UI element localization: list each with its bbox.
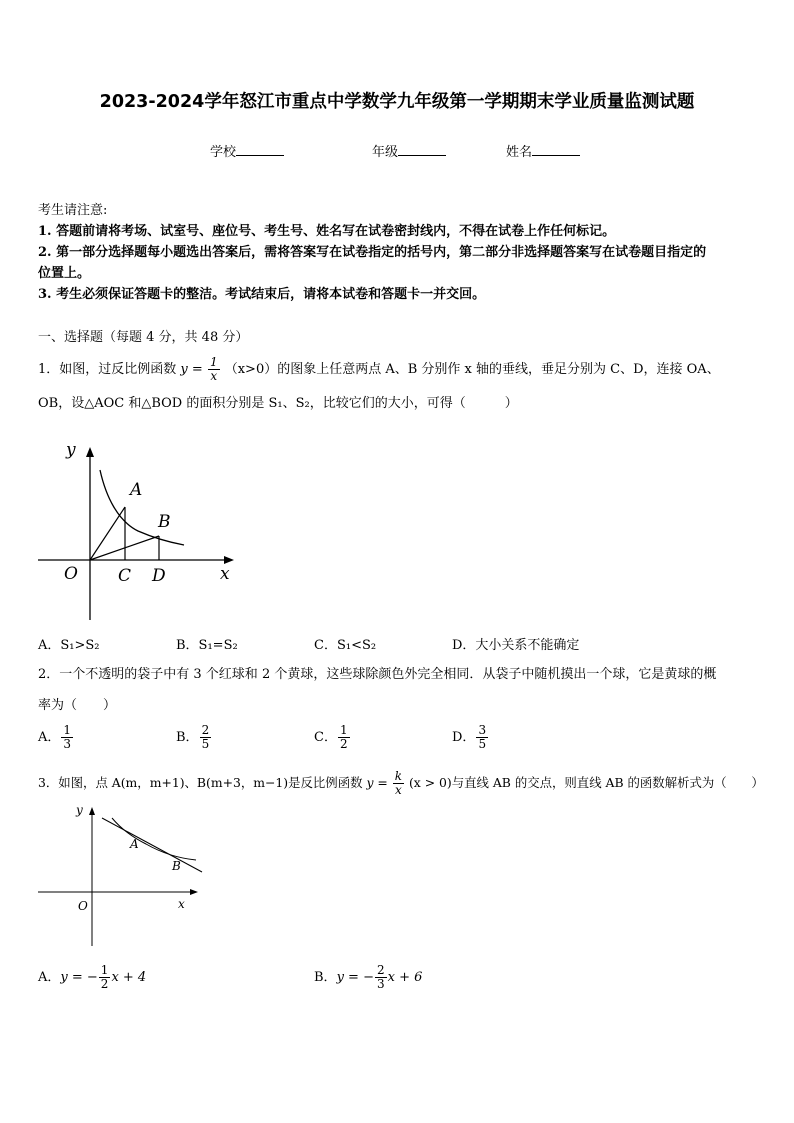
q3-label-x: x (178, 897, 185, 911)
q2-option-c[interactable] (314, 724, 351, 751)
grade-field[interactable] (372, 141, 446, 160)
q3-option-a[interactable] (38, 964, 146, 991)
school-blank[interactable] (236, 143, 284, 156)
q3-option-b-den: 3 (376, 977, 385, 991)
q1-label-b: B (158, 512, 171, 532)
q2-option-c-num: 1 (339, 723, 348, 737)
q1-label-d: D (152, 566, 166, 586)
q1-label-a: A (130, 480, 143, 500)
q1-x-arrow (224, 556, 234, 564)
q2-option-d-fraction (476, 724, 488, 751)
q1-option-d[interactable]: D．大小关系不能确定 (452, 638, 580, 653)
q3-frac-den: x (394, 783, 402, 797)
q3-fraction (393, 770, 404, 797)
q3-text-a: 3．如图，点 A(m，m+1)、B(m+3，m−1)是反比例函数 (38, 775, 363, 790)
q3-option-b-fraction (375, 964, 387, 991)
q3-option-b-pre: y = − (336, 970, 374, 985)
q3-option-b[interactable] (314, 964, 422, 991)
q3-y-arrow (89, 807, 95, 815)
q3-figure (34, 800, 214, 950)
q1-line1 (38, 356, 720, 383)
q1-option-c[interactable]: C．S₁<S₂ (314, 638, 377, 653)
q2-option-b[interactable] (176, 724, 212, 751)
q3-option-b-post: x + 6 (387, 970, 423, 985)
page-title: 2023-2024学年怒江市重点中学数学九年级第一学期期末学业质量监测试题 (99, 92, 695, 112)
q3-line1 (38, 770, 764, 797)
q2-option-a-fraction (61, 724, 73, 751)
q2-line1: 2．一个不透明的袋子中有 3 个红球和 2 个黄球，这些球除颜色外完全相同．从袋子中随机摸出一个球，它是黄球的概 (38, 667, 717, 682)
q2-option-a-den: 3 (63, 737, 72, 751)
q3-x-arrow (190, 889, 198, 895)
q3-func-lhs: y = (366, 775, 388, 790)
q1-segment-oa (90, 507, 125, 560)
q2-option-d-num: 3 (478, 723, 487, 737)
notice-item-2-cont: 位置上。 (38, 266, 91, 281)
q2-option-c-den: 2 (339, 737, 348, 751)
q1-frac-den: x (210, 369, 218, 383)
q3-label-a: A (130, 837, 139, 851)
notice-item-1: 1. 答题前请将考场、试室号、座位号、考生号、姓名写在试卷密封线内，不得在试卷上作任何标记。 (38, 224, 616, 239)
notice-item-3: 3. 考生必须保证答题卡的整洁。考试结束后，请将本试卷和答题卡一并交回。 (38, 287, 486, 302)
q3-option-a-pre: y = − (60, 970, 98, 985)
q3-label-b: B (172, 859, 181, 873)
q1-fraction (208, 356, 220, 383)
q1-text-cond: （x>0）的图象上任意两点 A、B 分别作 x 轴的垂线，垂足分别为 C、D，连接 OA、 (224, 362, 720, 377)
q1-y-arrow (86, 447, 94, 457)
grade-label: 年级 (372, 145, 399, 160)
q3-option-a-fraction (99, 964, 111, 991)
q2-option-b-label: B． (176, 730, 199, 745)
q1-option-a[interactable]: A．S₁>S₂ (38, 638, 100, 653)
q1-label-c: C (118, 566, 132, 586)
q2-option-a-label: A． (38, 730, 61, 745)
q1-label-o: O (64, 564, 78, 584)
grade-blank[interactable] (398, 143, 446, 156)
notice-heading: 考生请注意: (38, 203, 108, 218)
q1-line2: OB，设△AOC 和△BOD 的面积分别是 S₁、S₂，比较它们的大小，可得（ ） (38, 396, 518, 411)
q1-frac-num: 1 (209, 355, 218, 369)
q2-option-c-fraction (338, 724, 350, 751)
q3-frac-num: k (394, 769, 402, 783)
q3-option-a-label: A． (38, 970, 61, 985)
q2-option-a[interactable] (38, 724, 74, 751)
q3-option-a-num: 1 (100, 963, 109, 977)
name-label: 姓名 (506, 145, 533, 160)
q3-label-y: y (76, 803, 83, 817)
q3-line-ab (102, 818, 202, 872)
name-blank[interactable] (532, 143, 580, 156)
q1-func-lhs: y = (180, 362, 203, 377)
q2-option-d-den: 5 (478, 737, 487, 751)
q2-option-b-den: 5 (201, 737, 210, 751)
q2-option-b-num: 2 (201, 723, 210, 737)
q3-option-b-num: 2 (376, 963, 385, 977)
school-label: 学校 (210, 145, 237, 160)
school-field[interactable] (210, 141, 284, 160)
q3-option-b-label: B． (314, 970, 337, 985)
q1-label-y: y (66, 440, 76, 460)
q3-option-a-den: 2 (100, 977, 109, 991)
q2-option-d[interactable] (452, 724, 489, 751)
q2-option-c-label: C． (314, 730, 337, 745)
notice-item-2: 2. 第一部分选择题每小题选出答案后，需将答案写在试卷指定的括号内，第二部分非选择题答案写在试卷题目指定的 (38, 245, 707, 260)
q3-text-b: (x > 0)与直线 AB 的交点，则直线 AB 的函数解析式为（ ） (408, 775, 764, 790)
q2-option-a-num: 1 (63, 723, 72, 737)
q3-label-o: O (78, 899, 88, 913)
q3-option-a-post: x + 4 (111, 970, 147, 985)
name-field[interactable] (506, 141, 580, 160)
q1-figure (34, 435, 244, 625)
q2-option-d-label: D． (452, 730, 476, 745)
q1-text-a: 1．如图，过反比例函数 (38, 362, 177, 377)
q3-hyperbola (112, 818, 196, 860)
section-heading: 一、选择题（每题 4 分，共 48 分） (38, 330, 249, 345)
q1-option-b[interactable]: B．S₁=S₂ (176, 638, 238, 653)
q1-label-x: x (220, 564, 230, 584)
q2-option-b-fraction (200, 724, 212, 751)
q2-line2: 率为（ ） (38, 698, 117, 713)
